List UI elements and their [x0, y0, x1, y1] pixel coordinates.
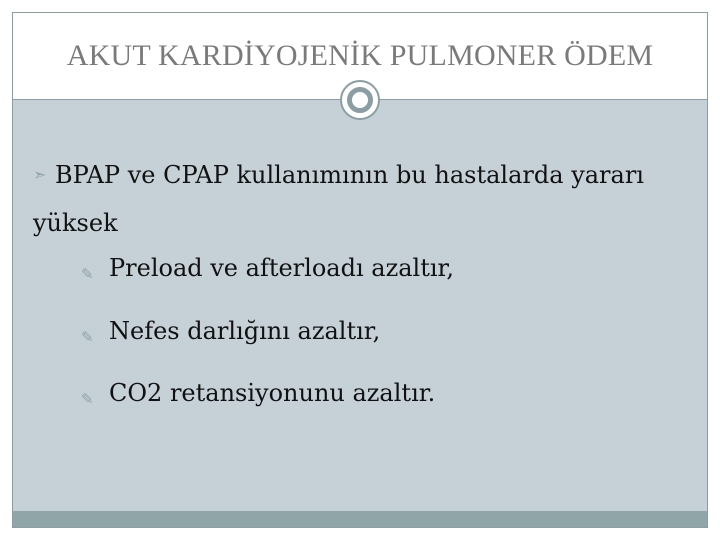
footer-bar — [13, 511, 707, 527]
pen-bullet-icon: ✎ — [81, 264, 94, 283]
content-area — [13, 100, 707, 512]
slide — [12, 12, 708, 528]
main-bullet — [33, 152, 673, 247]
sub-bullet-text: Nefes darlığını azaltır, — [109, 317, 381, 345]
title-ornament-circle — [340, 80, 380, 120]
main-bullet-text: BPAP ve CPAP kullanımının bu hastalarda yararı yüksek — [33, 161, 644, 237]
slide-title: AKUT KARDİYOJENİK PULMONER ÖDEM — [66, 39, 654, 72]
ornament-ring — [347, 87, 373, 113]
pen-bullet-icon: ✎ — [81, 389, 94, 408]
sub-bullet — [81, 316, 681, 348]
sub-bullet — [81, 378, 681, 410]
sub-bullet — [81, 253, 681, 285]
arrow-bullet-icon: ➣ — [33, 165, 47, 184]
pen-bullet-icon: ✎ — [81, 327, 94, 346]
sub-bullet-text: Preload ve afterloadı azaltır, — [109, 254, 454, 282]
sub-bullet-text: CO2 retansiyonunu azaltır. — [109, 379, 436, 407]
